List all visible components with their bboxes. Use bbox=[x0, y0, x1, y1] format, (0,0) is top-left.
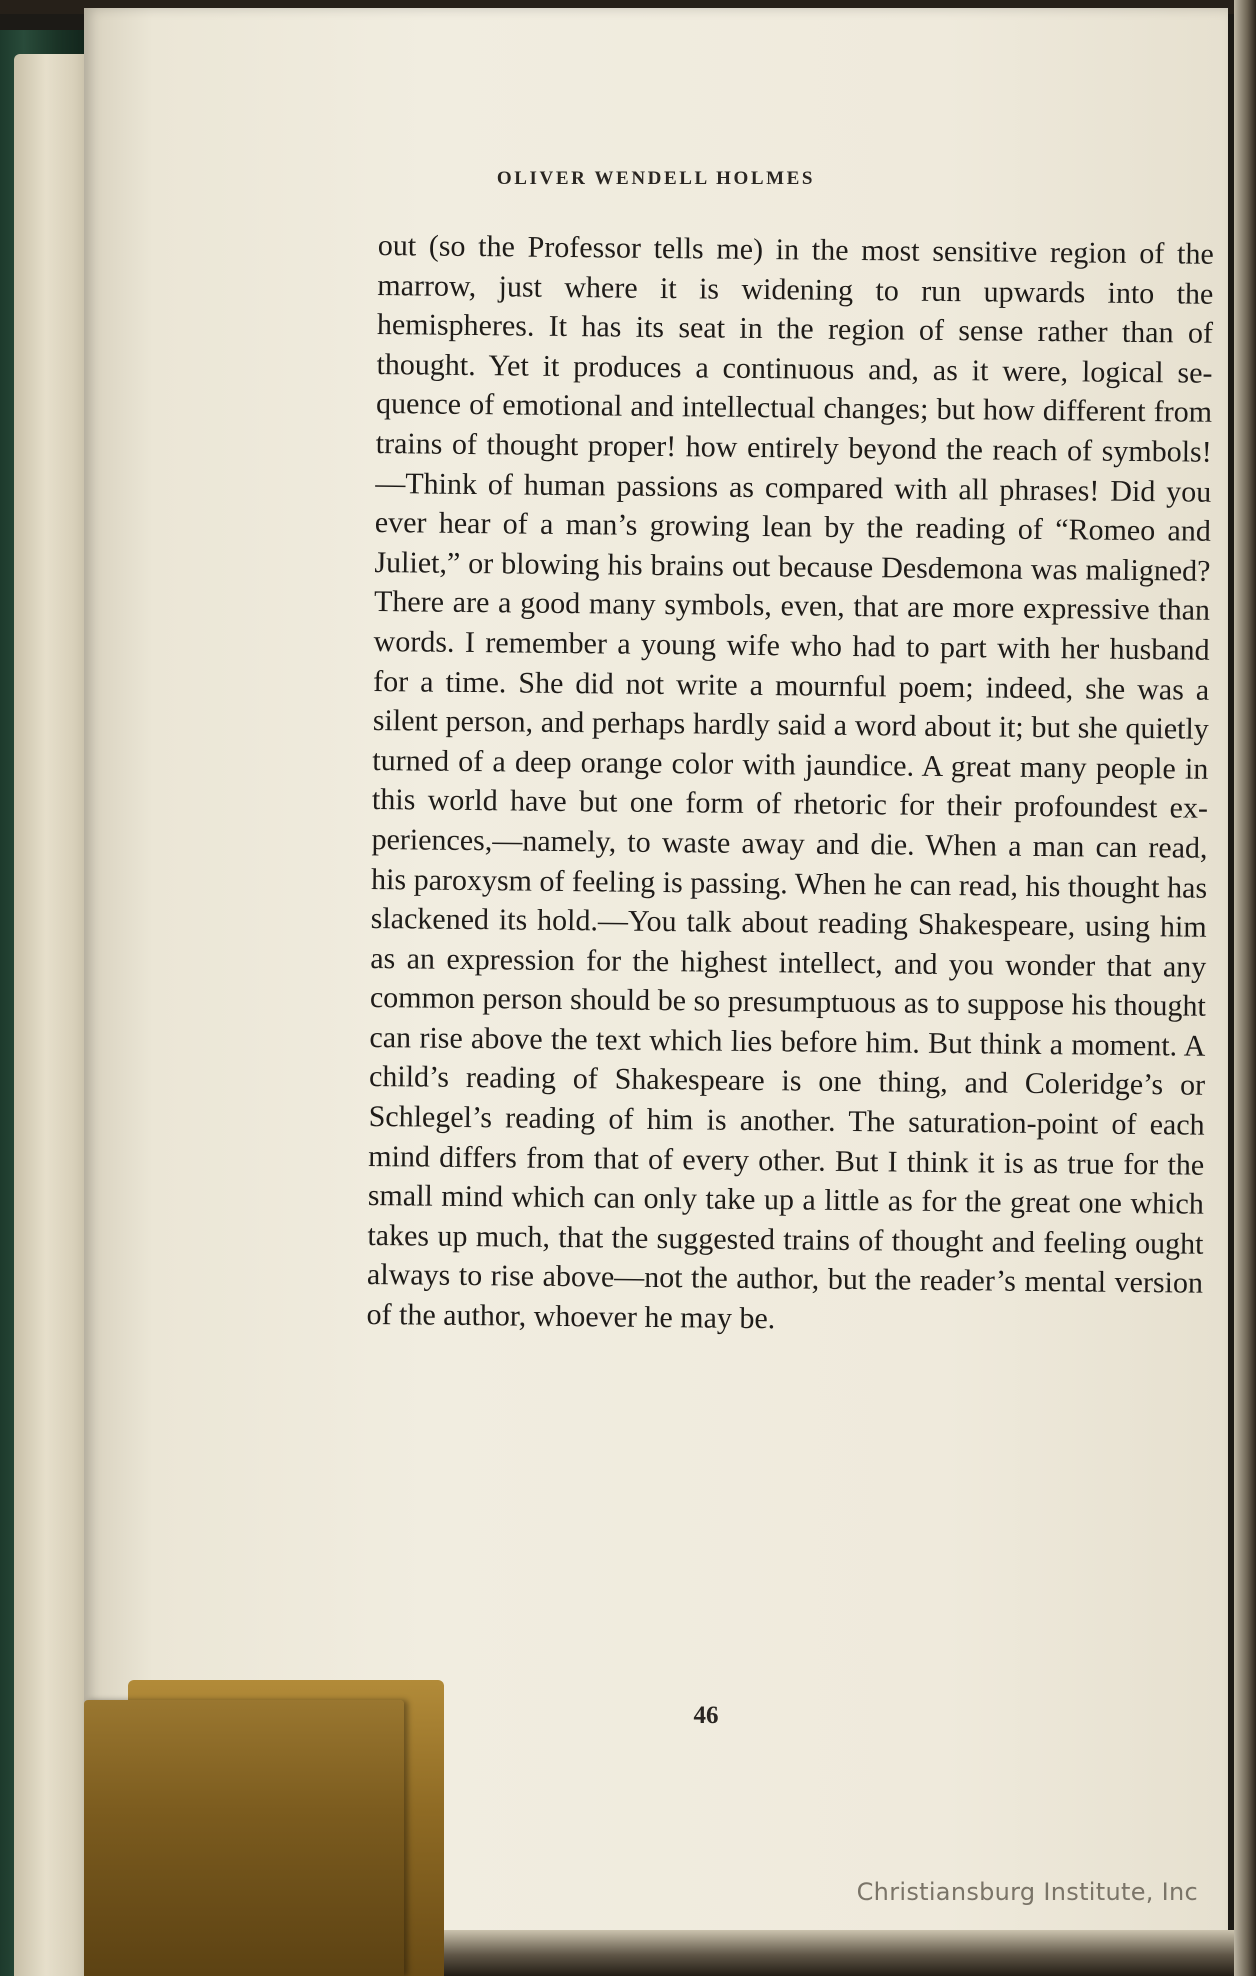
page-number: 46 bbox=[693, 1702, 719, 1729]
page-weight-front bbox=[84, 1700, 404, 1976]
page-edge-right bbox=[1234, 0, 1256, 1976]
paragraph: out (so the Professor tells me) in the most sensitive region of the marrow, just where it is widening to run upwards into the hemispheres. It has its seat in the region of sense rather than of thought. Yet it produces a continuous and, as it were, logical sequence of emotional and intellectual changes; but how different from trains of thought proper! how entirely beyond the reach of symbols!—Think of human passions as compared with all phrases! Did you ever hear of a man’s growing lean by the reading of “Romeo and Juliet,” or blowing his brains out because Desdemona was maligned? There are a good many symbols, even, that are more expressive than words. I remember a young wife who had to part with her husband for a time. She did not write a mournful poem; indeed, she was a silent person, and perhaps hardly said a word about it; but she quietly turned of a deep orange color with jaundice. A great many people in this world have but one form of rhetoric for their profoundest experiences,—namely, to waste away and die. When a man can read, his paroxysm of feeling is passing. When he can read, his thought has slackened its hold.—You talk about reading Shakespeare, using him as an expression for the highest intellect, and you wonder that any common person should be so presumptuous as to suppose his thought can rise above the text which lies before him. But think a moment. A child’s reading of Shakespeare is one thing, and Coleridge’s or Schlegel’s reading of him is another. The saturation-point of each mind differs from that of every other. But I think it is as true for the small mind which can only take up a little as for the great one which takes up much, that the suggested trains of thought and feeling ought always to rise above—not the author, but the reader’s mental version of the author, whoever he may be. bbox=[366, 228, 1214, 1336]
book-page bbox=[84, 8, 1228, 1946]
watermark: Christiansburg Institute, Inc bbox=[856, 1878, 1198, 1906]
body-text bbox=[366, 226, 1214, 1343]
running-head: OLIVER WENDELL HOLMES bbox=[496, 168, 816, 189]
page-stack-left bbox=[14, 54, 94, 1976]
